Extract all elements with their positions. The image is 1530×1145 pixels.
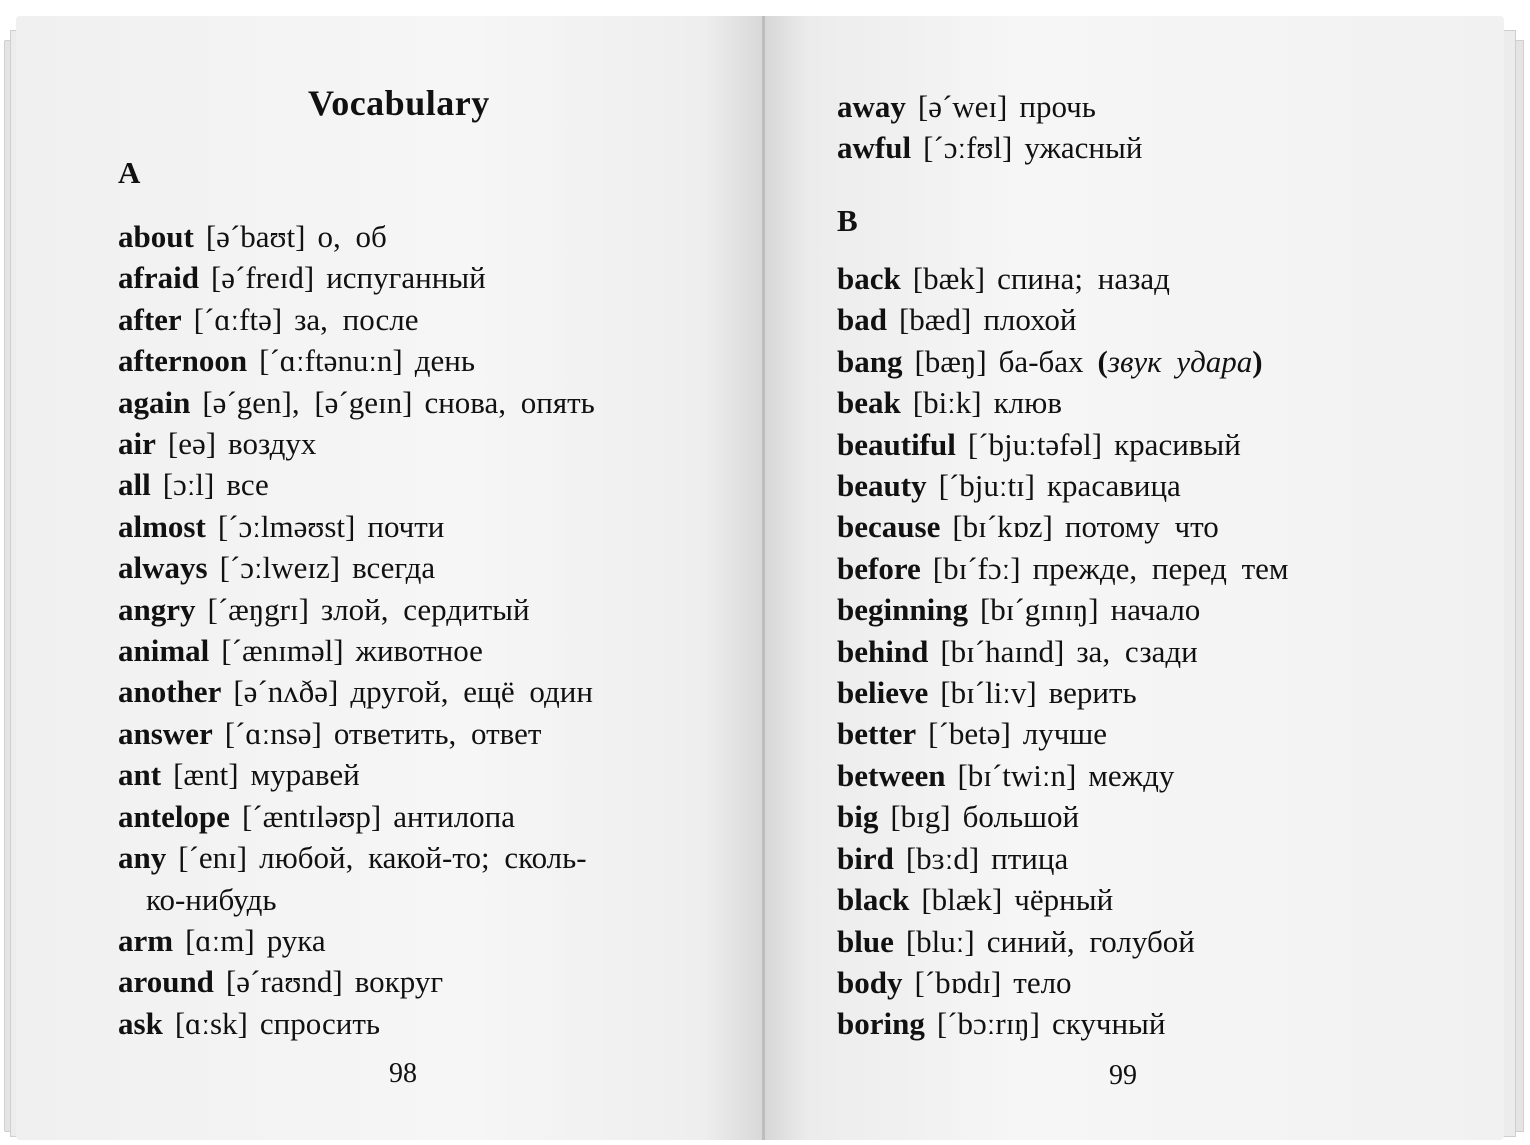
entry-transcription: [bæk]: [912, 261, 986, 296]
vocabulary-entry: [837, 713, 1289, 754]
vocabulary-entry: [118, 630, 595, 671]
entry-translation: красавица: [1047, 468, 1181, 504]
entry-transcription: [bæŋ]: [914, 343, 987, 379]
entry-transcription: [ˊenɪ]: [178, 840, 248, 876]
vocabulary-entry: [837, 838, 1289, 879]
entry-word: animal: [118, 633, 210, 669]
vocabulary-entry: [118, 216, 595, 257]
entry-word: air: [118, 426, 156, 462]
entry-transcription: [əˊfreɪd]: [210, 260, 315, 296]
vocabulary-entry: [118, 382, 595, 423]
entry-word: around: [118, 964, 214, 1000]
page-number-left: 98: [389, 1058, 417, 1089]
vocabulary-entry: [118, 961, 595, 1002]
entry-translation: чёрный: [1014, 882, 1114, 918]
entry-translation: почти: [367, 508, 445, 544]
entry-transcription: [əˊraʊnd]: [225, 964, 343, 1000]
entry-transcription: [əˊnʌðə]: [233, 674, 339, 710]
entry-transcription: [ˊɑːnsə]: [224, 715, 322, 751]
vocabulary-entry: [837, 589, 1289, 630]
entry-translation: начало: [1110, 592, 1201, 628]
entry-translation: клюв: [993, 385, 1062, 421]
page-title: Vocabulary: [308, 83, 490, 123]
entry-translation: испуганный: [326, 260, 486, 296]
entry-word: beak: [837, 385, 901, 421]
entry-word: away: [837, 89, 906, 124]
entry-translation: всегда: [352, 550, 436, 586]
vocabulary-entry: [837, 879, 1289, 920]
vocabulary-entry: [837, 86, 1142, 127]
entry-word: better: [837, 716, 917, 752]
entry-transcription: [əˊbaʊt]: [205, 219, 306, 254]
book-gutter: [762, 16, 765, 1140]
vocabulary-entry: [118, 1003, 595, 1044]
entry-translation: рука: [266, 922, 326, 958]
entry-word: between: [837, 757, 946, 793]
section-letter-a: A: [118, 155, 141, 190]
entry-word: beginning: [837, 592, 968, 628]
entry-transcription: [bɪˊliːv]: [940, 675, 1037, 711]
entry-word: afraid: [118, 260, 199, 296]
entry-transcription: [ˊɔːfʊl]: [923, 130, 1013, 166]
entry-translation: красивый: [1114, 426, 1241, 462]
entry-translation: потому что: [1064, 509, 1219, 545]
vocabulary-entry: [837, 424, 1289, 465]
page-number-right: 99: [1109, 1060, 1137, 1091]
vocabulary-entry: [118, 671, 595, 712]
entry-transcription: [ˊæntɪləʊp]: [241, 798, 382, 834]
entry-transcription: [bɪˊfɔː]: [932, 550, 1021, 586]
vocabulary-entry: [837, 382, 1289, 423]
vocabulary-entry: [837, 921, 1289, 962]
entry-word: ask: [118, 1005, 163, 1041]
entry-translation: за, сзади: [1076, 633, 1198, 669]
vocabulary-entry: [837, 299, 1289, 340]
entry-translation: птица: [991, 840, 1069, 876]
entry-word: beauty: [837, 468, 927, 504]
vocabulary-entry: [837, 631, 1289, 672]
entry-transcription: [əˊweɪ]: [917, 89, 1008, 124]
entry-translation: прежде, перед тем: [1032, 550, 1289, 586]
vocabulary-entry: [118, 547, 595, 588]
entry-transcription: [bɪˊtwiːn]: [957, 757, 1077, 793]
entry-word: about: [118, 219, 194, 254]
vocabulary-entry: [118, 837, 595, 920]
entry-transcription: [ɔːl]: [162, 467, 215, 503]
entry-translation: животное: [355, 633, 483, 669]
entry-transcription: [ænt]: [173, 757, 239, 793]
entry-word: bird: [837, 840, 894, 876]
entry-translation: плохой: [983, 302, 1077, 338]
entry-word: awful: [837, 130, 912, 166]
entry-transcription: [blæk]: [921, 882, 1003, 918]
vocabulary-entry: [837, 506, 1289, 547]
entry-word: body: [837, 964, 903, 1000]
note-open-paren: (: [1097, 343, 1108, 379]
entry-transcription: [bɪg]: [890, 799, 951, 835]
vocabulary-list-a-continued: [837, 86, 1142, 169]
entry-translation: все: [226, 467, 269, 503]
entry-word: behind: [837, 633, 929, 669]
entry-transcription: [ˊbetə]: [928, 716, 1011, 752]
vocabulary-entry: [118, 589, 595, 630]
entry-word: bad: [837, 302, 887, 338]
entry-transcription: [ɑːsk]: [174, 1005, 248, 1041]
entry-transcription: [əˊgen], [əˊgeɪn]: [202, 384, 413, 420]
vocabulary-entry: [837, 1003, 1289, 1044]
vocabulary-entry: [118, 506, 595, 547]
entry-transcription: [bɜːd]: [905, 840, 980, 876]
entry-transcription: [ɑːm]: [185, 922, 255, 958]
entry-translation: спросить: [259, 1005, 381, 1041]
vocabulary-entry: [118, 299, 595, 340]
vocabulary-entry: [118, 257, 595, 298]
entry-translation: о, об: [317, 219, 387, 254]
entry-transcription: [eə]: [167, 426, 217, 462]
entry-translation: ба-бах: [998, 343, 1084, 379]
entry-word: black: [837, 882, 910, 918]
entry-translation: воздух: [228, 426, 317, 462]
entry-word: believe: [837, 675, 929, 711]
entry-word: boring: [837, 1006, 925, 1042]
entry-word: arm: [118, 922, 174, 958]
entry-translation: прочь: [1019, 89, 1096, 124]
entry-word: always: [118, 550, 208, 586]
entry-word: answer: [118, 715, 213, 751]
vocabulary-entry: [837, 548, 1289, 589]
entry-word: beautiful: [837, 426, 956, 462]
vocabulary-entry: [837, 755, 1289, 796]
entry-translation: муравей: [250, 757, 360, 793]
entry-transcription: [bɪˊhaɪnd]: [940, 633, 1065, 669]
vocabulary-entry: [837, 796, 1289, 837]
entry-word: back: [837, 261, 901, 296]
entry-translation: другой, ещё один: [350, 674, 593, 710]
vocabulary-entry: [118, 464, 595, 505]
entry-translation-continued: ко-нибудь: [146, 881, 277, 917]
entry-word: ant: [118, 757, 162, 793]
entry-translation: ужасный: [1024, 130, 1143, 166]
vocabulary-entry: [837, 962, 1289, 1003]
entry-word: any: [118, 840, 167, 876]
vocabulary-list-a: [118, 216, 595, 1044]
entry-translation: лучше: [1022, 716, 1107, 752]
entry-word: bang: [837, 343, 903, 379]
entry-translation: скучный: [1051, 1006, 1166, 1042]
section-letter-b: B: [837, 203, 858, 238]
entry-transcription: [bɪˊgɪnɪŋ]: [979, 592, 1099, 628]
entry-transcription: [ˊɑːftə]: [193, 301, 283, 337]
entry-word: all: [118, 467, 151, 503]
entry-translation: злой, сердитый: [320, 591, 530, 627]
entry-word: almost: [118, 508, 206, 544]
vocabulary-entry: [118, 423, 595, 464]
entry-word: again: [118, 384, 191, 420]
vocabulary-entry: [118, 796, 595, 837]
vocabulary-entry: [837, 127, 1142, 168]
entry-note: звук удара: [1107, 343, 1253, 379]
entry-translation: большой: [962, 799, 1080, 835]
entry-translation: любой, какой-то; сколь-: [259, 840, 587, 876]
vocabulary-list-b: [837, 258, 1289, 1045]
entry-transcription: [bɪˊkɒz]: [952, 509, 1053, 545]
entry-translation: вокруг: [354, 964, 444, 1000]
entry-translation: между: [1088, 757, 1175, 793]
entry-transcription: [ˊænɪməl]: [221, 633, 344, 669]
entry-transcription: [ˊbɔːrɪŋ]: [936, 1006, 1040, 1042]
entry-translation: тело: [1013, 964, 1072, 1000]
vocabulary-entry: [837, 465, 1289, 506]
vocabulary-entry: [837, 672, 1289, 713]
entry-translation: снова, опять: [424, 384, 595, 420]
note-close-paren: ): [1252, 343, 1263, 379]
vocabulary-entry: [118, 340, 595, 381]
entry-word: after: [118, 301, 182, 337]
entry-transcription: [ˊɑːftənuːn]: [259, 343, 403, 379]
entry-word: angry: [118, 591, 196, 627]
entry-translation: за, после: [294, 301, 419, 337]
vocabulary-entry: [118, 713, 595, 754]
vocabulary-entry: [118, 754, 595, 795]
entry-word: before: [837, 550, 921, 586]
entry-transcription: [bluː]: [905, 923, 975, 959]
entry-transcription: [bæd]: [898, 302, 972, 338]
entry-word: afternoon: [118, 343, 248, 379]
entry-transcription: [ˊbɒdɪ]: [914, 964, 1002, 1000]
entry-transcription: [ˊbjuːtɪ]: [938, 468, 1035, 504]
vocabulary-entry: [118, 920, 595, 961]
entry-translation: верить: [1048, 675, 1137, 711]
entry-translation: спина; назад: [997, 261, 1170, 296]
entry-transcription: [ˊbjuːtəfəl]: [967, 426, 1103, 462]
vocabulary-entry: [837, 341, 1289, 382]
entry-transcription: [ˊæŋgrɪ]: [207, 591, 309, 627]
entry-translation: день: [414, 343, 476, 379]
entry-word: another: [118, 674, 222, 710]
entry-transcription: [ˊɔːlməʊst]: [217, 508, 356, 544]
entry-translation: антилопа: [393, 798, 516, 834]
entry-word: blue: [837, 923, 894, 959]
entry-transcription: [ˊɔːlweɪz]: [219, 550, 341, 586]
vocabulary-entry: [837, 258, 1289, 299]
entry-word: because: [837, 509, 941, 545]
entry-translation: ответить, ответ: [333, 715, 542, 751]
entry-transcription: [biːk]: [912, 385, 982, 421]
entry-translation: синий, голубой: [986, 923, 1195, 959]
entry-word: big: [837, 799, 879, 835]
entry-word: antelope: [118, 798, 230, 834]
